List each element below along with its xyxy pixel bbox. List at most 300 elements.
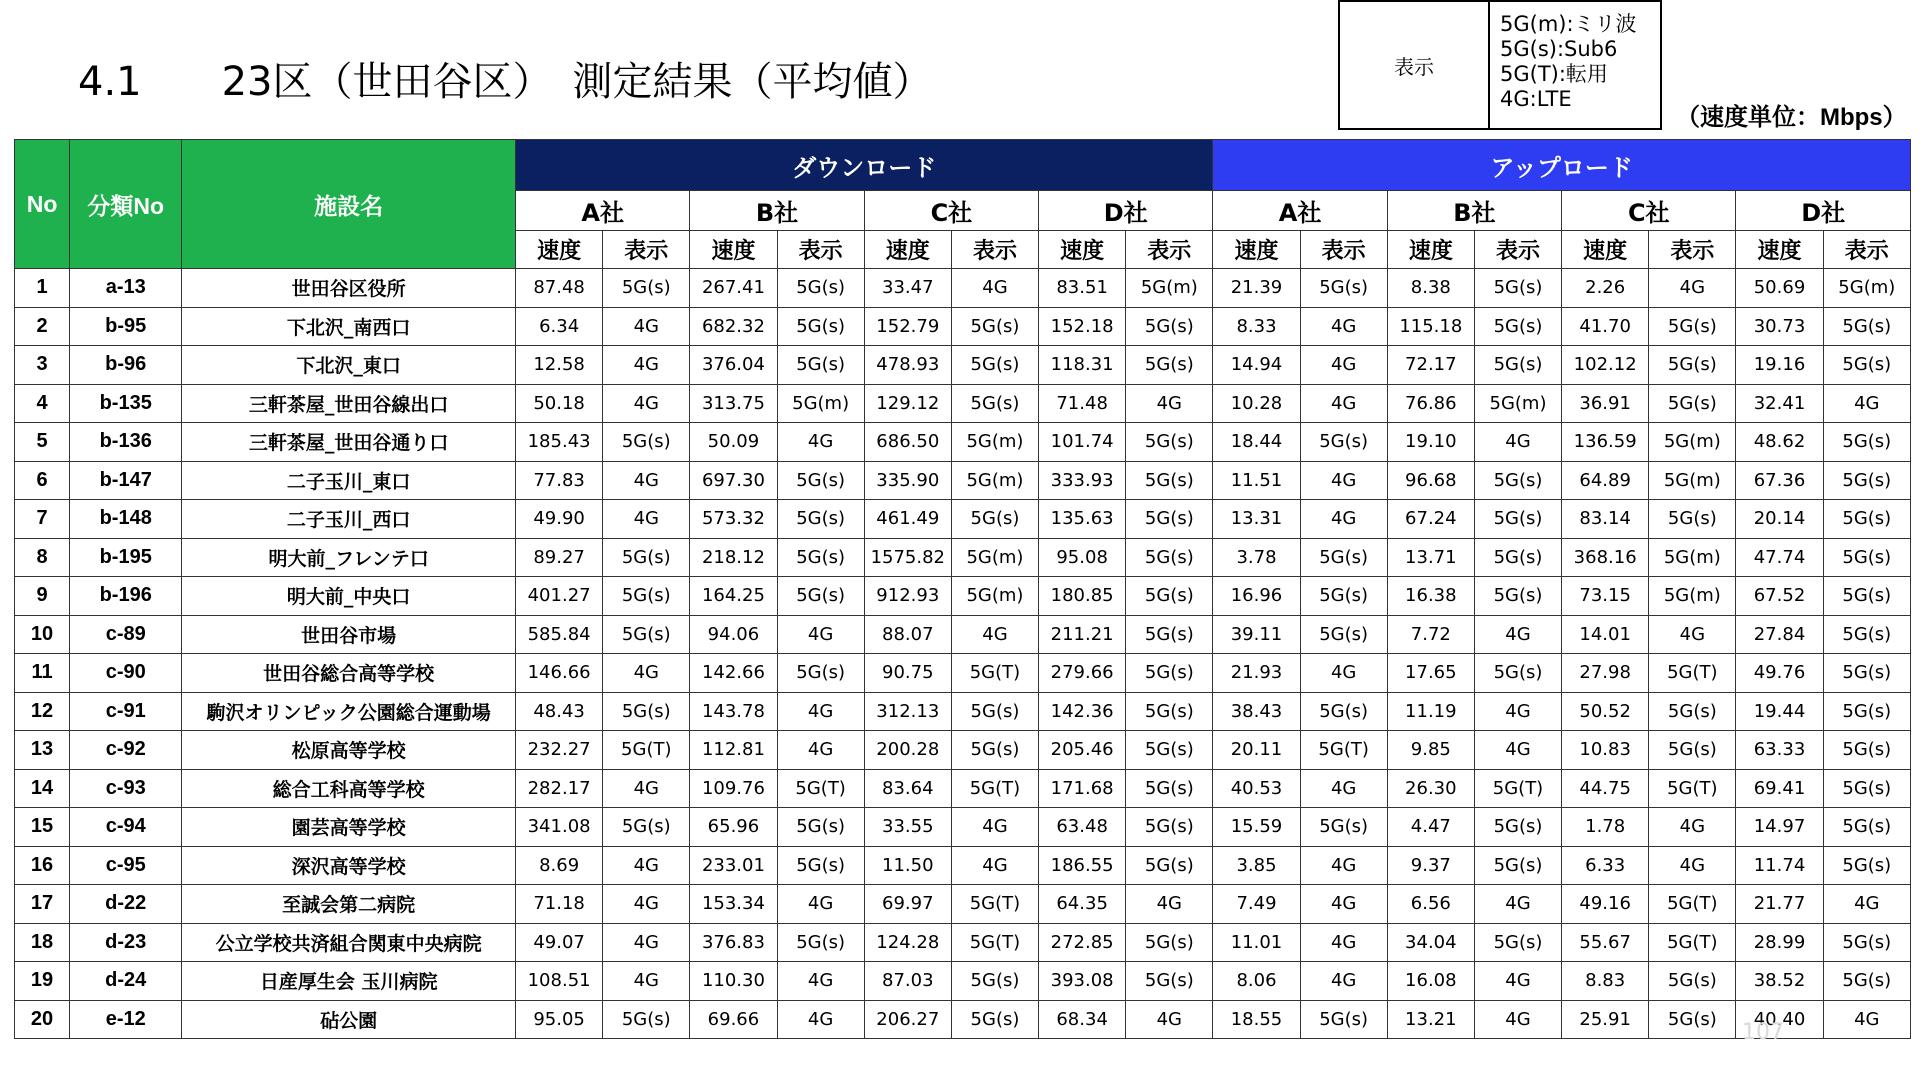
table-row — [15, 808, 1911, 847]
upload-c-type-cell: 5G(m) — [1649, 423, 1736, 462]
category-no: c-92 — [70, 731, 182, 770]
upload-d-type-cell: 5G(s) — [1823, 731, 1910, 770]
category-no: b-135 — [70, 384, 182, 423]
table-row — [15, 846, 1911, 885]
download-c-speed-cell: 88.07 — [864, 615, 951, 654]
upload-d-speed-cell: 67.36 — [1736, 461, 1823, 500]
category-no: d-22 — [70, 885, 182, 924]
download-c-type-cell: 4G — [951, 808, 1038, 847]
download-b-type-cell: 5G(s) — [777, 307, 864, 346]
download-d-type-cell: 5G(s) — [1126, 461, 1213, 500]
download-d-speed-cell: 171.68 — [1039, 769, 1126, 808]
download-a-speed-cell: 282.17 — [516, 769, 603, 808]
upload-c-speed-cell: 55.67 — [1562, 923, 1649, 962]
table-row — [15, 500, 1911, 539]
upload-d-type-cell: 5G(s) — [1823, 307, 1910, 346]
download-a-speed-cell: 108.51 — [516, 962, 603, 1001]
download-c-speed-cell: 33.55 — [864, 808, 951, 847]
download-c-speed-cell: 461.49 — [864, 500, 951, 539]
download-d-type-cell: 5G(s) — [1126, 962, 1213, 1001]
download-b-speed-cell: 69.66 — [690, 1000, 777, 1039]
download-c-type-cell: 5G(T) — [951, 885, 1038, 924]
upload-c-speed-cell: 73.15 — [1562, 577, 1649, 616]
download-a-type-cell: 4G — [603, 461, 690, 500]
upload-d-speed-cell: 21.77 — [1736, 885, 1823, 924]
upload-d-speed-cell: 14.97 — [1736, 808, 1823, 847]
results-table — [14, 139, 1911, 1039]
upload-c-speed-cell: 64.89 — [1562, 461, 1649, 500]
download-c-type-cell: 5G(m) — [951, 577, 1038, 616]
legend-item-mmwave: 5G(m):ミリ波 — [1500, 12, 1637, 36]
download-a-speed-cell: 6.34 — [516, 307, 603, 346]
download-a-type-cell: 5G(s) — [603, 577, 690, 616]
upload-b-type-cell: 4G — [1474, 1000, 1561, 1039]
header-upload-a-speed: 速度 — [1213, 231, 1300, 269]
facility-name: 深沢高等学校 — [182, 846, 516, 885]
table-row — [15, 577, 1911, 616]
upload-a-type-cell: 4G — [1300, 962, 1387, 1001]
upload-b-speed-cell: 115.18 — [1387, 307, 1474, 346]
upload-a-type-cell: 4G — [1300, 346, 1387, 385]
upload-c-speed-cell: 368.16 — [1562, 538, 1649, 577]
download-a-speed-cell: 95.05 — [516, 1000, 603, 1039]
download-d-type-cell: 4G — [1126, 384, 1213, 423]
upload-a-speed-cell: 8.33 — [1213, 307, 1300, 346]
category-no: d-24 — [70, 962, 182, 1001]
download-c-type-cell: 5G(s) — [951, 500, 1038, 539]
category-no: b-147 — [70, 461, 182, 500]
upload-a-type-cell: 5G(s) — [1300, 269, 1387, 308]
download-b-type-cell: 5G(m) — [777, 384, 864, 423]
row-number: 8 — [15, 538, 70, 577]
upload-a-type-cell: 5G(s) — [1300, 1000, 1387, 1039]
header-download-d-speed: 速度 — [1039, 231, 1126, 269]
download-d-type-cell: 4G — [1126, 1000, 1213, 1039]
header-upload-a-type: 表示 — [1300, 231, 1387, 269]
header-upload-carrier-a: A社 — [1213, 191, 1387, 231]
upload-d-type-cell: 5G(s) — [1823, 692, 1910, 731]
facility-name: 砧公園 — [182, 1000, 516, 1039]
download-c-type-cell: 5G(s) — [951, 384, 1038, 423]
download-a-type-cell: 5G(s) — [603, 269, 690, 308]
upload-b-speed-cell: 72.17 — [1387, 346, 1474, 385]
download-d-type-cell: 5G(s) — [1126, 808, 1213, 847]
download-d-type-cell: 5G(s) — [1126, 423, 1213, 462]
upload-d-speed-cell: 40.40 — [1736, 1000, 1823, 1039]
download-a-type-cell: 5G(s) — [603, 615, 690, 654]
legend-item-converted: 5G(T):転用 — [1500, 62, 1608, 86]
category-no: e-12 — [70, 1000, 182, 1039]
upload-c-type-cell: 5G(T) — [1649, 769, 1736, 808]
download-b-type-cell: 4G — [777, 731, 864, 770]
upload-b-speed-cell: 4.47 — [1387, 808, 1474, 847]
header-download-carrier-c: C社 — [864, 191, 1038, 231]
legend-box — [1338, 0, 1662, 130]
upload-c-speed-cell: 27.98 — [1562, 654, 1649, 693]
facility-name: 松原高等学校 — [182, 731, 516, 770]
upload-b-type-cell: 4G — [1474, 885, 1561, 924]
download-c-speed-cell: 912.93 — [864, 577, 951, 616]
upload-d-type-cell: 5G(s) — [1823, 808, 1910, 847]
legend-list — [1490, 2, 1660, 128]
download-d-type-cell: 5G(s) — [1126, 538, 1213, 577]
upload-b-type-cell: 5G(s) — [1474, 654, 1561, 693]
category-no: c-90 — [70, 654, 182, 693]
upload-c-speed-cell: 14.01 — [1562, 615, 1649, 654]
download-a-type-cell: 4G — [603, 307, 690, 346]
row-number: 4 — [15, 384, 70, 423]
download-d-type-cell: 5G(m) — [1126, 269, 1213, 308]
download-a-type-cell: 5G(s) — [603, 692, 690, 731]
row-number: 2 — [15, 307, 70, 346]
upload-c-speed-cell: 6.33 — [1562, 846, 1649, 885]
download-d-speed-cell: 152.18 — [1039, 307, 1126, 346]
upload-d-speed-cell: 67.52 — [1736, 577, 1823, 616]
download-c-speed-cell: 69.97 — [864, 885, 951, 924]
table-row — [15, 654, 1911, 693]
upload-a-speed-cell: 16.96 — [1213, 577, 1300, 616]
upload-c-type-cell: 5G(m) — [1649, 577, 1736, 616]
facility-name: 明大前_フレンテ口 — [182, 538, 516, 577]
upload-a-speed-cell: 8.06 — [1213, 962, 1300, 1001]
download-a-type-cell: 4G — [603, 654, 690, 693]
header-upload-b-type: 表示 — [1474, 231, 1561, 269]
upload-b-type-cell: 5G(s) — [1474, 538, 1561, 577]
facility-name: 二子玉川_西口 — [182, 500, 516, 539]
row-number: 13 — [15, 731, 70, 770]
facility-name: 世田谷総合高等学校 — [182, 654, 516, 693]
page-number: 107 — [1742, 1020, 1784, 1045]
facility-name: 下北沢_東口 — [182, 346, 516, 385]
upload-c-type-cell: 5G(s) — [1649, 1000, 1736, 1039]
table-row — [15, 346, 1911, 385]
table-row — [15, 962, 1911, 1001]
download-d-speed-cell: 95.08 — [1039, 538, 1126, 577]
upload-d-speed-cell: 19.44 — [1736, 692, 1823, 731]
download-a-speed-cell: 341.08 — [516, 808, 603, 847]
download-a-speed-cell: 48.43 — [516, 692, 603, 731]
upload-b-speed-cell: 76.86 — [1387, 384, 1474, 423]
upload-c-speed-cell: 36.91 — [1562, 384, 1649, 423]
download-c-type-cell: 5G(s) — [951, 962, 1038, 1001]
download-a-type-cell: 4G — [603, 962, 690, 1001]
upload-d-speed-cell: 50.69 — [1736, 269, 1823, 308]
download-c-type-cell: 5G(T) — [951, 923, 1038, 962]
upload-d-type-cell: 4G — [1823, 1000, 1910, 1039]
table-row — [15, 384, 1911, 423]
table-row — [15, 885, 1911, 924]
upload-d-speed-cell: 27.84 — [1736, 615, 1823, 654]
download-b-speed-cell: 682.32 — [690, 307, 777, 346]
upload-b-type-cell: 5G(T) — [1474, 769, 1561, 808]
upload-b-type-cell: 4G — [1474, 962, 1561, 1001]
header-download-c-speed: 速度 — [864, 231, 951, 269]
upload-c-type-cell: 5G(T) — [1649, 654, 1736, 693]
upload-b-type-cell: 5G(s) — [1474, 500, 1561, 539]
row-number: 19 — [15, 962, 70, 1001]
header-upload-c-type: 表示 — [1649, 231, 1736, 269]
upload-b-speed-cell: 17.65 — [1387, 654, 1474, 693]
upload-a-speed-cell: 15.59 — [1213, 808, 1300, 847]
upload-b-speed-cell: 13.21 — [1387, 1000, 1474, 1039]
download-a-type-cell: 4G — [603, 846, 690, 885]
download-a-type-cell: 4G — [603, 500, 690, 539]
download-a-speed-cell: 232.27 — [516, 731, 603, 770]
table-row — [15, 1000, 1911, 1039]
header-upload-b-speed: 速度 — [1387, 231, 1474, 269]
upload-c-speed-cell: 1.78 — [1562, 808, 1649, 847]
download-b-type-cell: 5G(s) — [777, 923, 864, 962]
download-d-type-cell: 5G(s) — [1126, 846, 1213, 885]
upload-a-type-cell: 4G — [1300, 384, 1387, 423]
upload-a-speed-cell: 11.51 — [1213, 461, 1300, 500]
upload-c-type-cell: 4G — [1649, 615, 1736, 654]
upload-a-type-cell: 5G(s) — [1300, 538, 1387, 577]
download-c-speed-cell: 152.79 — [864, 307, 951, 346]
table-row — [15, 461, 1911, 500]
download-c-type-cell: 5G(T) — [951, 654, 1038, 693]
download-c-speed-cell: 206.27 — [864, 1000, 951, 1039]
download-a-speed-cell: 146.66 — [516, 654, 603, 693]
download-a-type-cell: 5G(s) — [603, 808, 690, 847]
upload-d-speed-cell: 38.52 — [1736, 962, 1823, 1001]
upload-c-type-cell: 5G(s) — [1649, 731, 1736, 770]
category-no: c-95 — [70, 846, 182, 885]
category-no: a-13 — [70, 269, 182, 308]
header-download-d-type: 表示 — [1126, 231, 1213, 269]
download-b-speed-cell: 142.66 — [690, 654, 777, 693]
category-no: d-23 — [70, 923, 182, 962]
download-c-speed-cell: 335.90 — [864, 461, 951, 500]
download-d-speed-cell: 64.35 — [1039, 885, 1126, 924]
upload-c-type-cell: 5G(m) — [1649, 538, 1736, 577]
upload-c-type-cell: 5G(s) — [1649, 692, 1736, 731]
category-no: c-94 — [70, 808, 182, 847]
category-no: c-91 — [70, 692, 182, 731]
category-no: b-195 — [70, 538, 182, 577]
upload-d-speed-cell: 69.41 — [1736, 769, 1823, 808]
download-a-speed-cell: 49.07 — [516, 923, 603, 962]
upload-b-type-cell: 4G — [1474, 692, 1561, 731]
upload-b-speed-cell: 26.30 — [1387, 769, 1474, 808]
upload-b-type-cell: 5G(s) — [1474, 577, 1561, 616]
download-b-speed-cell: 573.32 — [690, 500, 777, 539]
upload-a-speed-cell: 13.31 — [1213, 500, 1300, 539]
upload-c-type-cell: 5G(m) — [1649, 461, 1736, 500]
upload-b-type-cell: 5G(s) — [1474, 923, 1561, 962]
table-row — [15, 923, 1911, 962]
download-d-speed-cell: 393.08 — [1039, 962, 1126, 1001]
download-a-type-cell: 5G(s) — [603, 538, 690, 577]
upload-b-speed-cell: 8.38 — [1387, 269, 1474, 308]
upload-a-speed-cell: 20.11 — [1213, 731, 1300, 770]
header-upload: アップロード — [1213, 140, 1911, 191]
upload-a-type-cell: 4G — [1300, 885, 1387, 924]
download-c-type-cell: 4G — [951, 615, 1038, 654]
upload-b-speed-cell: 13.71 — [1387, 538, 1474, 577]
upload-a-type-cell: 4G — [1300, 769, 1387, 808]
download-b-type-cell: 5G(s) — [777, 500, 864, 539]
header-download: ダウンロード — [516, 140, 1213, 191]
upload-c-speed-cell: 102.12 — [1562, 346, 1649, 385]
facility-name: 明大前_中央口 — [182, 577, 516, 616]
download-c-speed-cell: 200.28 — [864, 731, 951, 770]
facility-name: 二子玉川_東口 — [182, 461, 516, 500]
download-b-speed-cell: 164.25 — [690, 577, 777, 616]
download-c-type-cell: 4G — [951, 846, 1038, 885]
row-number: 15 — [15, 808, 70, 847]
upload-b-speed-cell: 34.04 — [1387, 923, 1474, 962]
download-d-speed-cell: 83.51 — [1039, 269, 1126, 308]
download-b-speed-cell: 94.06 — [690, 615, 777, 654]
legend-item-sub6: 5G(s):Sub6 — [1500, 37, 1618, 61]
row-number: 5 — [15, 423, 70, 462]
row-number: 18 — [15, 923, 70, 962]
table-row — [15, 769, 1911, 808]
download-d-speed-cell: 63.48 — [1039, 808, 1126, 847]
download-d-speed-cell: 186.55 — [1039, 846, 1126, 885]
upload-d-type-cell: 5G(s) — [1823, 346, 1910, 385]
upload-d-type-cell: 5G(s) — [1823, 923, 1910, 962]
download-d-speed-cell: 279.66 — [1039, 654, 1126, 693]
upload-a-speed-cell: 18.44 — [1213, 423, 1300, 462]
download-d-speed-cell: 333.93 — [1039, 461, 1126, 500]
upload-c-speed-cell: 49.16 — [1562, 885, 1649, 924]
download-d-type-cell: 5G(s) — [1126, 654, 1213, 693]
download-d-type-cell: 5G(s) — [1126, 577, 1213, 616]
download-a-speed-cell: 71.18 — [516, 885, 603, 924]
download-d-type-cell: 5G(s) — [1126, 346, 1213, 385]
download-c-type-cell: 5G(s) — [951, 307, 1038, 346]
upload-d-speed-cell: 32.41 — [1736, 384, 1823, 423]
upload-a-type-cell: 4G — [1300, 307, 1387, 346]
upload-d-speed-cell: 48.62 — [1736, 423, 1823, 462]
download-a-speed-cell: 585.84 — [516, 615, 603, 654]
download-c-type-cell: 5G(s) — [951, 346, 1038, 385]
table-row — [15, 615, 1911, 654]
header-facility-name: 施設名 — [182, 140, 516, 269]
download-b-speed-cell: 376.04 — [690, 346, 777, 385]
upload-a-type-cell: 5G(s) — [1300, 577, 1387, 616]
upload-a-speed-cell: 18.55 — [1213, 1000, 1300, 1039]
download-d-type-cell: 5G(s) — [1126, 692, 1213, 731]
upload-a-speed-cell: 10.28 — [1213, 384, 1300, 423]
upload-c-speed-cell: 83.14 — [1562, 500, 1649, 539]
download-d-speed-cell: 180.85 — [1039, 577, 1126, 616]
download-b-speed-cell: 65.96 — [690, 808, 777, 847]
download-d-type-cell: 5G(s) — [1126, 769, 1213, 808]
download-b-speed-cell: 50.09 — [690, 423, 777, 462]
download-a-speed-cell: 12.58 — [516, 346, 603, 385]
download-c-type-cell: 5G(m) — [951, 423, 1038, 462]
download-d-type-cell: 5G(s) — [1126, 615, 1213, 654]
upload-d-speed-cell: 20.14 — [1736, 500, 1823, 539]
upload-a-type-cell: 5G(s) — [1300, 808, 1387, 847]
upload-b-type-cell: 4G — [1474, 423, 1561, 462]
category-no: c-89 — [70, 615, 182, 654]
facility-name: 三軒茶屋_世田谷通り口 — [182, 423, 516, 462]
upload-c-speed-cell: 25.91 — [1562, 1000, 1649, 1039]
upload-b-speed-cell: 67.24 — [1387, 500, 1474, 539]
download-d-speed-cell: 211.21 — [1039, 615, 1126, 654]
download-b-type-cell: 5G(s) — [777, 461, 864, 500]
upload-b-speed-cell: 6.56 — [1387, 885, 1474, 924]
upload-c-type-cell: 4G — [1649, 808, 1736, 847]
download-a-type-cell: 5G(s) — [603, 423, 690, 462]
facility-name: 駒沢オリンピック公園総合運動場 — [182, 692, 516, 731]
upload-c-speed-cell: 10.83 — [1562, 731, 1649, 770]
download-d-speed-cell: 272.85 — [1039, 923, 1126, 962]
download-c-speed-cell: 11.50 — [864, 846, 951, 885]
upload-a-speed-cell: 38.43 — [1213, 692, 1300, 731]
download-b-type-cell: 4G — [777, 615, 864, 654]
upload-d-type-cell: 5G(m) — [1823, 269, 1910, 308]
facility-name: 世田谷市場 — [182, 615, 516, 654]
download-d-type-cell: 5G(s) — [1126, 500, 1213, 539]
row-number: 17 — [15, 885, 70, 924]
upload-b-type-cell: 5G(s) — [1474, 346, 1561, 385]
upload-d-type-cell: 5G(s) — [1823, 423, 1910, 462]
download-d-speed-cell: 101.74 — [1039, 423, 1126, 462]
upload-a-speed-cell: 40.53 — [1213, 769, 1300, 808]
header-download-b-type: 表示 — [777, 231, 864, 269]
header-download-c-type: 表示 — [951, 231, 1038, 269]
upload-d-speed-cell: 30.73 — [1736, 307, 1823, 346]
upload-b-speed-cell: 19.10 — [1387, 423, 1474, 462]
download-b-type-cell: 5G(s) — [777, 269, 864, 308]
upload-a-speed-cell: 21.39 — [1213, 269, 1300, 308]
row-number: 11 — [15, 654, 70, 693]
download-a-type-cell: 4G — [603, 885, 690, 924]
upload-a-type-cell: 5G(s) — [1300, 423, 1387, 462]
header-upload-carrier-d: D社 — [1736, 191, 1911, 231]
facility-name: 総合工科高等学校 — [182, 769, 516, 808]
upload-c-speed-cell: 50.52 — [1562, 692, 1649, 731]
download-b-type-cell: 4G — [777, 423, 864, 462]
upload-a-speed-cell: 11.01 — [1213, 923, 1300, 962]
category-no: b-96 — [70, 346, 182, 385]
download-d-type-cell: 5G(s) — [1126, 307, 1213, 346]
upload-a-type-cell: 4G — [1300, 654, 1387, 693]
download-a-speed-cell: 89.27 — [516, 538, 603, 577]
row-number: 9 — [15, 577, 70, 616]
download-b-speed-cell: 218.12 — [690, 538, 777, 577]
facility-name: 至誠会第二病院 — [182, 885, 516, 924]
download-a-type-cell: 4G — [603, 346, 690, 385]
download-d-speed-cell: 142.36 — [1039, 692, 1126, 731]
upload-d-type-cell: 5G(s) — [1823, 615, 1910, 654]
download-b-speed-cell: 697.30 — [690, 461, 777, 500]
upload-a-type-cell: 5G(s) — [1300, 692, 1387, 731]
download-d-speed-cell: 205.46 — [1039, 731, 1126, 770]
row-number: 1 — [15, 269, 70, 308]
download-c-speed-cell: 87.03 — [864, 962, 951, 1001]
header-upload-carrier-c: C社 — [1562, 191, 1736, 231]
upload-c-speed-cell: 41.70 — [1562, 307, 1649, 346]
download-c-speed-cell: 33.47 — [864, 269, 951, 308]
upload-c-type-cell: 5G(T) — [1649, 885, 1736, 924]
header-upload-carrier-b: B社 — [1387, 191, 1561, 231]
upload-b-type-cell: 5G(s) — [1474, 307, 1561, 346]
upload-b-type-cell: 4G — [1474, 731, 1561, 770]
download-c-type-cell: 5G(s) — [951, 1000, 1038, 1039]
download-b-type-cell: 5G(s) — [777, 577, 864, 616]
download-b-type-cell: 5G(s) — [777, 846, 864, 885]
download-b-type-cell: 5G(s) — [777, 808, 864, 847]
download-c-type-cell: 4G — [951, 269, 1038, 308]
download-c-type-cell: 5G(m) — [951, 538, 1038, 577]
speed-unit-note: （速度単位：Mbps） — [1676, 104, 1907, 131]
